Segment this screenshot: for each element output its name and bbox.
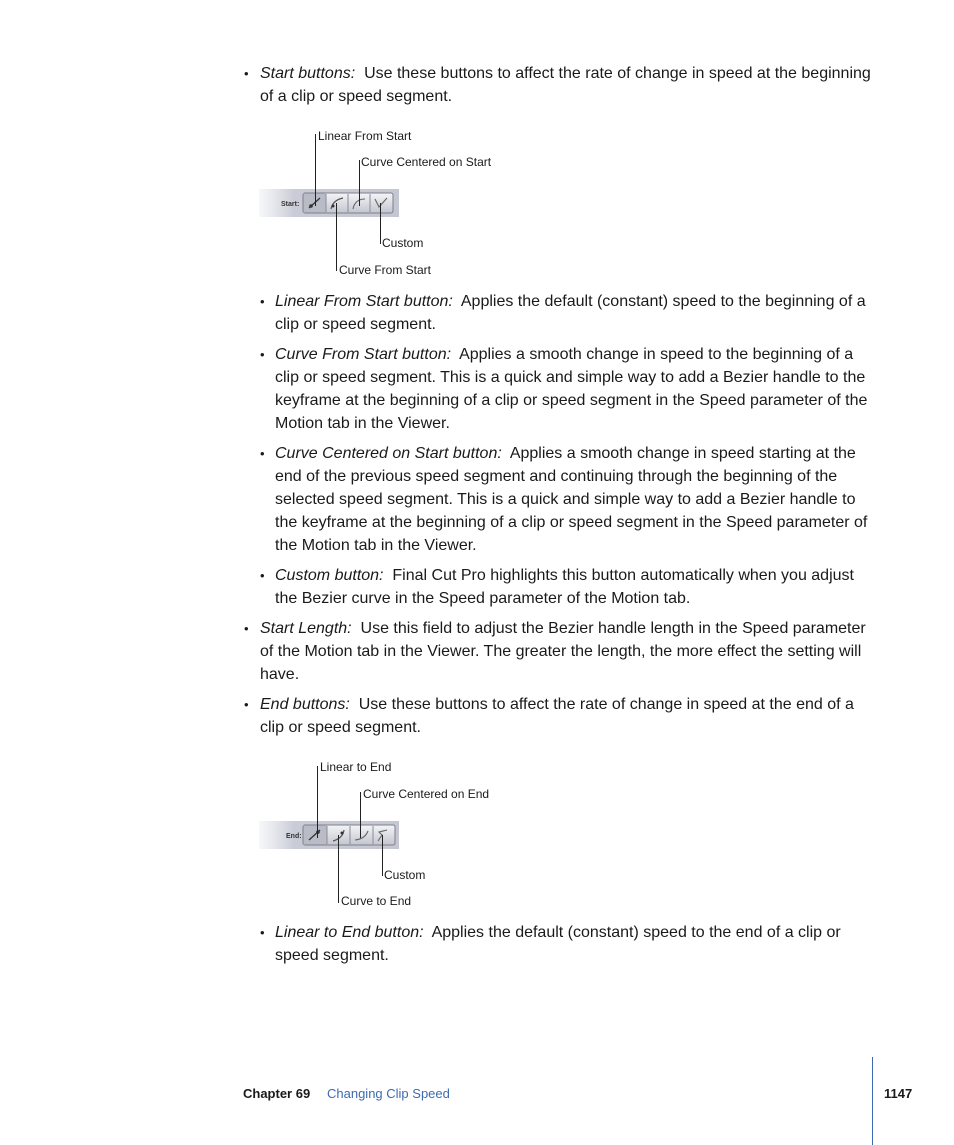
start-toolbar-image [259, 189, 399, 217]
callout-linear-to-end: Linear to End [320, 760, 392, 774]
start-length-paragraph [260, 617, 880, 686]
description: Applies a smooth change in speed to the beginning of a clip or speed segment. This is a quick and simple way to add a Bezier handle to the keyframe at the beginning of a clip or speed segment in the Speed parameter of the Motion tab in the Viewer. [275, 346, 868, 432]
linear-from-start-paragraph [275, 290, 880, 336]
page-number: 1147 [884, 1086, 913, 1101]
callout-custom-end: Custom [384, 868, 426, 882]
description: Applies the default (constant) speed to the end of a clip or speed segment. [275, 924, 841, 964]
term: Linear From Start button: [275, 293, 453, 310]
callout-curve-from-start: Curve From Start [339, 263, 432, 277]
term: Curve From Start button: [275, 346, 452, 363]
callout-curve-to-end: Curve to End [341, 894, 412, 908]
term: Custom button: [275, 567, 384, 584]
start-buttons-paragraph [260, 62, 880, 108]
term: End buttons: [260, 696, 350, 713]
description: Final Cut Pro highlights this button automatically when you adjust the Bezier curve in the Speed parameter of the Motion tab. [275, 567, 854, 607]
callout-curve-centered-on-start: Curve Centered on Start [361, 155, 492, 169]
curve-centered-on-start-paragraph [275, 442, 880, 557]
callout-curve-centered-on-end: Curve Centered on End [363, 787, 490, 801]
start-toolbar-label: Start: [281, 201, 300, 208]
callout-custom-start: Custom [382, 236, 424, 250]
description: Use these buttons to affect the rate of change in speed at the beginning of a clip or speed segment. [260, 65, 871, 105]
footer-chapter-title[interactable]: Changing Clip Speed [327, 1086, 450, 1101]
bullet: • [260, 446, 265, 461]
linear-to-end-paragraph [275, 921, 880, 967]
footer-divider [872, 1057, 873, 1145]
term: Start Length: [260, 620, 352, 637]
callout-linear-from-start: Linear From Start [318, 129, 412, 143]
custom-start-paragraph [275, 564, 880, 610]
bullet: • [260, 568, 265, 583]
curve-from-start-paragraph [275, 343, 880, 435]
end-buttons-paragraph [260, 693, 880, 739]
end-toolbar-label: End: [286, 833, 302, 840]
term: Curve Centered on Start button: [275, 445, 502, 462]
bullet: • [260, 925, 265, 940]
bullet: • [244, 697, 249, 712]
footer-chapter: Chapter 69 [243, 1086, 311, 1101]
bullet: • [260, 347, 265, 362]
description: Use this field to adjust the Bezier handle length in the Speed parameter of the Motion tab in the Viewer. The greater the length, the more effect the setting will have. [260, 620, 866, 683]
description: Applies the default (constant) speed to the beginning of a clip or speed segment. [275, 293, 866, 333]
term: Start buttons: [260, 65, 356, 82]
description: Applies a smooth change in speed starting at the end of the previous speed segment and continuing through the beginning of the selected speed segment. This is a quick and simple way to add a Bezier handle to the keyframe at the beginning of a clip or speed segment in the Speed parameter of the Motion tab in the Viewer. [275, 445, 868, 554]
end-toolbar-image [259, 821, 399, 849]
bullet: • [244, 621, 249, 636]
term: Linear to End button: [275, 924, 424, 941]
description: Use these buttons to affect the rate of change in speed at the end of a clip or speed segment. [260, 696, 854, 736]
bullet: • [260, 294, 265, 309]
bullet: • [244, 66, 249, 81]
